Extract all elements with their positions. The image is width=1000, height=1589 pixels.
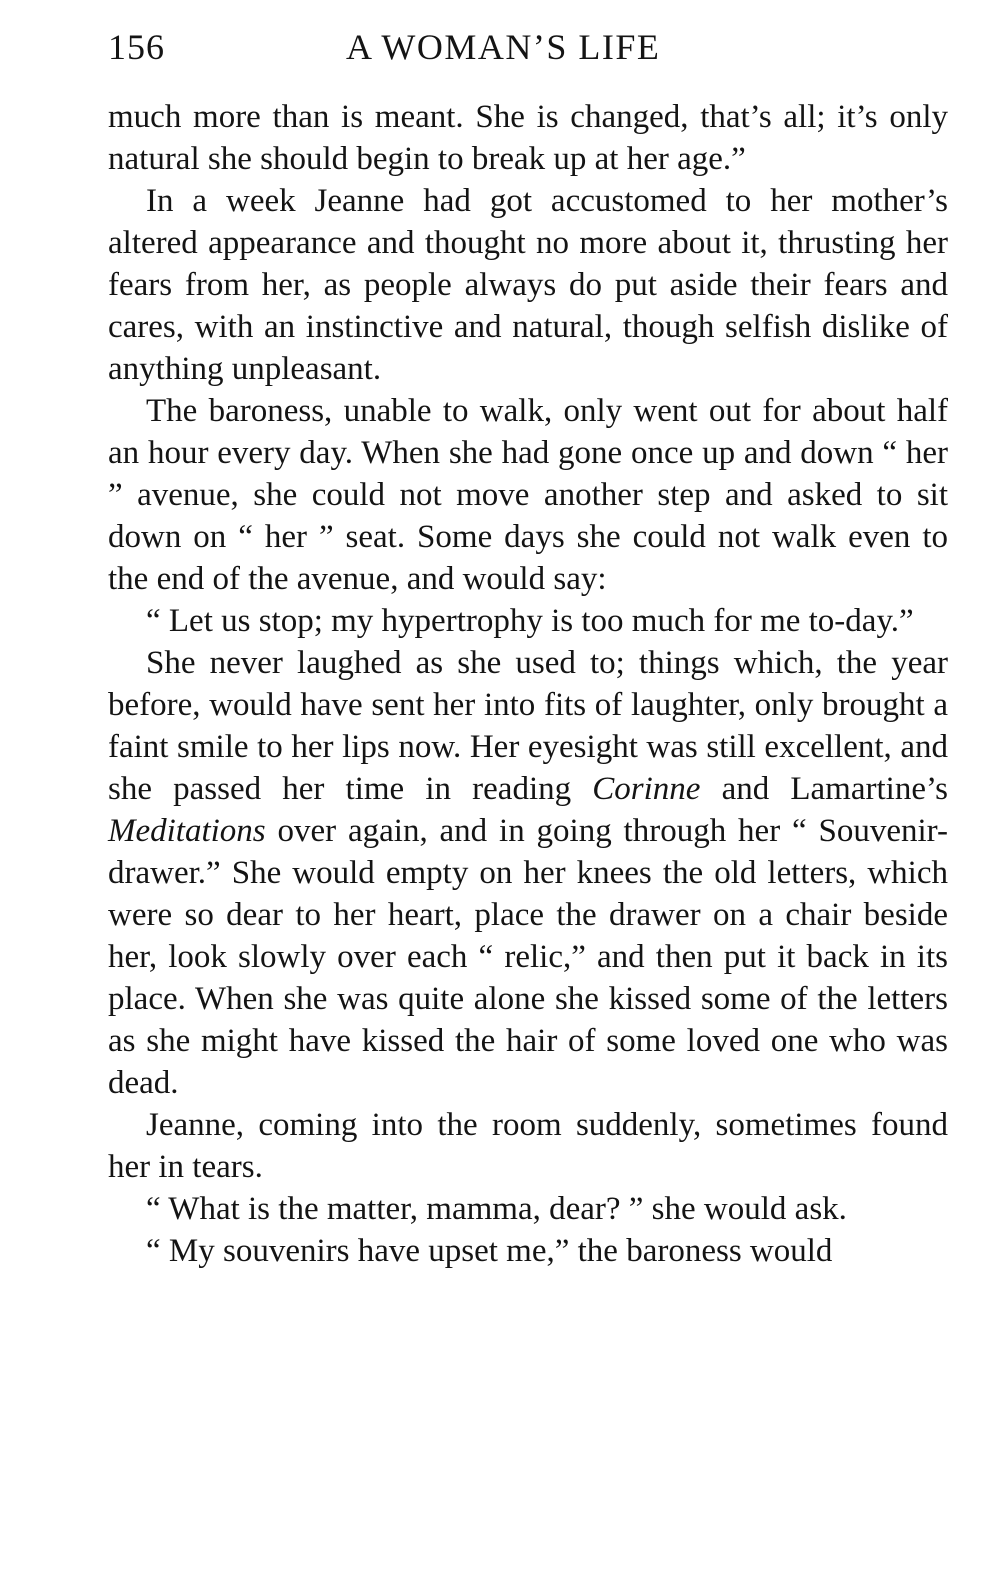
text-run: She never laughed as she used to; things which, the year before, would have sent her into fits of laughter, only brought a faint smile to her lips now. Her eyesight was still excellent, and she passed her time in reading [108,645,948,807]
italic-title: Corinne [592,771,701,807]
page-number: 156 [108,27,165,67]
body-text [108,96,948,1272]
paragraph: Jeanne, coming into the room suddenly, sometimes found her in tears. [108,1107,948,1185]
paragraph: “ What is the matter, mamma, dear? ” she would ask. [146,1191,847,1227]
page-header [108,26,948,76]
running-head: A WOMAN’S LIFE [346,27,661,67]
paragraph: In a week Jeanne had got accustomed to her mother’s altered appearance and thought no more about it, thrusting her fears from her, as people always do put aside their fears and cares, with an instinctive and natural, though selfish dislike of anything unpleasant. [108,183,948,387]
text-run: and Lamartine’s [700,771,948,807]
italic-title: Meditations [108,813,266,849]
paragraph: The baroness, unable to walk, only went out for about half an hour every day. When she had gone once up and down “ her ” avenue, she could not move another step and asked to sit down on “ her ” seat. Some days she could not walk even to the end of the avenue, and would say: [108,393,948,597]
text-run: over again, and in going through her “ Souvenir-drawer.” She would empty on her knees the old letters, which were so dear to her heart, place the drawer on a chair beside her, look slowly over each “ relic,” and then put it back in its place. When she was quite alone she kissed some of the letters as she might have kissed the hair of some loved one who was dead. [108,813,948,1101]
paragraph: much more than is meant. She is changed, that’s all; it’s only natural she should begin to break up at her age.” [108,99,948,177]
paragraph: “ My souvenirs have upset me,” the baroness would [146,1233,833,1269]
paragraph: “ Let us stop; my hypertrophy is too much for me to-day.” [146,603,914,639]
paragraph [108,642,948,1104]
